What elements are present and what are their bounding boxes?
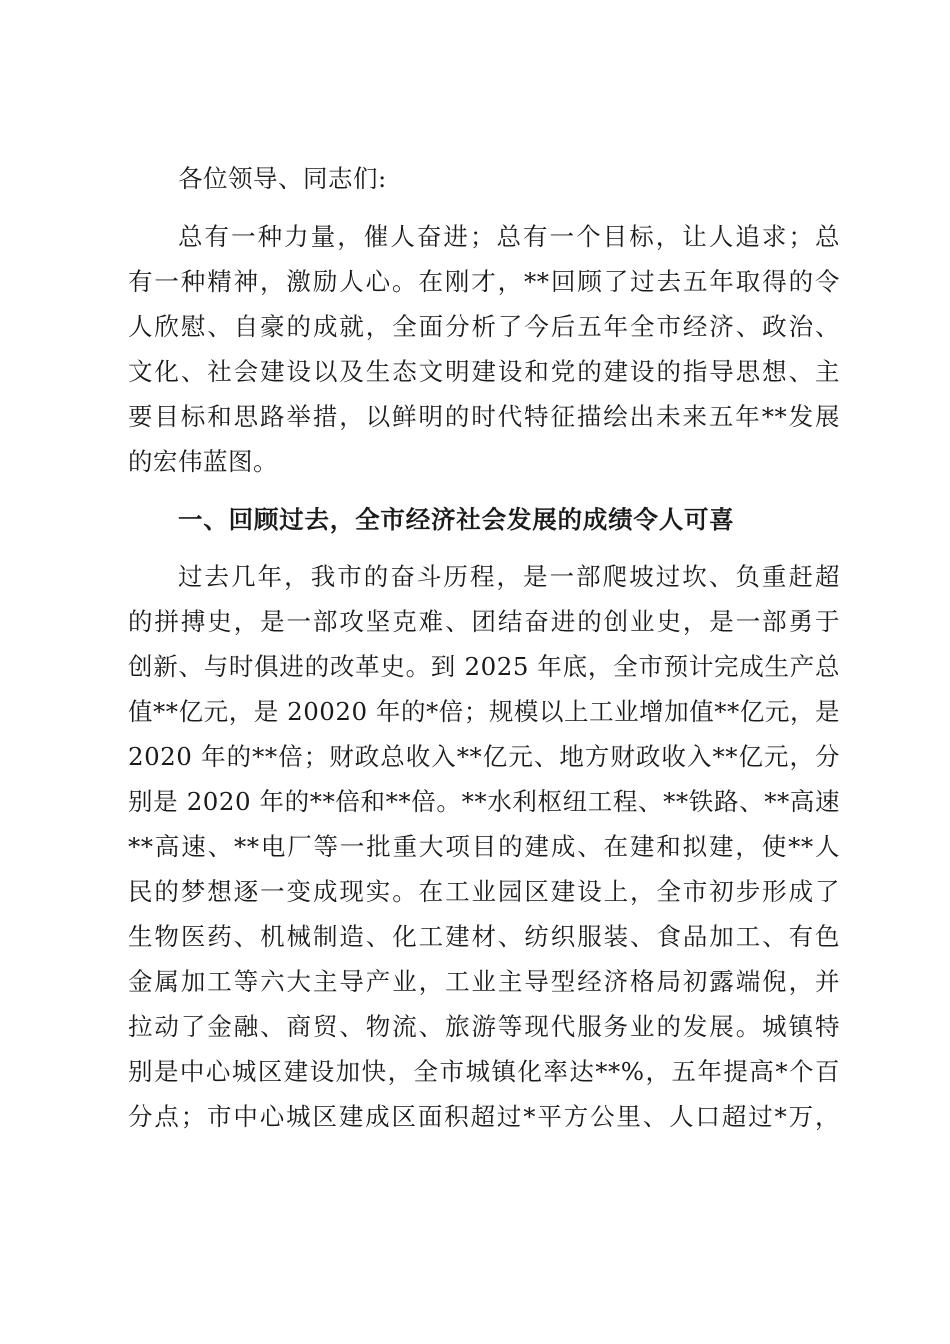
- paragraph-line: 生物医药、机械制造、化工建材、纺织服装、食品加工、有色: [128, 922, 840, 951]
- paragraph-line: 别是中心城区建设加快，全市城镇化率达**%，五年提高*个百: [128, 1057, 840, 1086]
- paragraph-line: 文化、社会建设以及生态文明建设和党的建设的指导思想、主: [128, 357, 840, 386]
- paragraph-line: 过去几年，我市的奋斗历程，是一部爬坡过坎、负重赶超: [178, 562, 840, 591]
- paragraph-line: 要目标和思路举措，以鲜明的时代特征描绘出未来五年**发展: [128, 402, 840, 431]
- paragraph-line: 分点；市中心城区建成区面积超过*平方公里、人口超过*万，: [128, 1102, 840, 1131]
- paragraph-line: 有一种精神，激励人心。在刚才，**回顾了过去五年取得的令: [128, 267, 840, 296]
- paragraph-line: 拉动了金融、商贸、物流、旅游等现代服务业的发展。城镇特: [128, 1012, 840, 1041]
- paragraph-line: 值**亿元，是 20020 年的*倍；规模以上工业增加值**亿元，是: [128, 697, 840, 726]
- paragraph-line: **高速、**电厂等一批重大项目的建成、在建和拟建，使**人: [128, 832, 840, 861]
- paragraph-line: 的宏伟蓝图。: [128, 447, 278, 476]
- paragraph-line: 别是 2020 年的**倍和**倍。**水利枢纽工程、**铁路、**高速: [128, 787, 840, 816]
- paragraph-line: 民的梦想逐一变成现实。在工业园区建设上，全市初步形成了: [128, 877, 840, 906]
- paragraph-line: 2020 年的**倍；财政总收入**亿元、地方财政收入**亿元，分: [128, 742, 840, 771]
- paragraph-opening: [128, 214, 840, 484]
- paragraph-line: 金属加工等六大主导产业，工业主导型经济格局初露端倪，并: [128, 967, 840, 996]
- document-body: [128, 156, 840, 1139]
- salutation: 各位领导、同志们:: [178, 164, 387, 193]
- paragraph-line: 人欣慰、自豪的成就，全面分析了今后五年全市经济、政治、: [128, 312, 840, 341]
- paragraph-review: [128, 554, 840, 1139]
- paragraph-line: 总有一种力量，催人奋进；总有一个目标，让人追求；总: [178, 222, 840, 251]
- section-heading: 一、回顾过去，全市经济社会发展的成绩令人可喜: [178, 505, 735, 534]
- paragraph-line: 创新、与时俱进的改革史。到 2025 年底，全市预计完成生产总: [128, 652, 840, 681]
- paragraph-line: 的拼搏史，是一部攻坚克难、团结奋进的创业史，是一部勇于: [128, 607, 840, 636]
